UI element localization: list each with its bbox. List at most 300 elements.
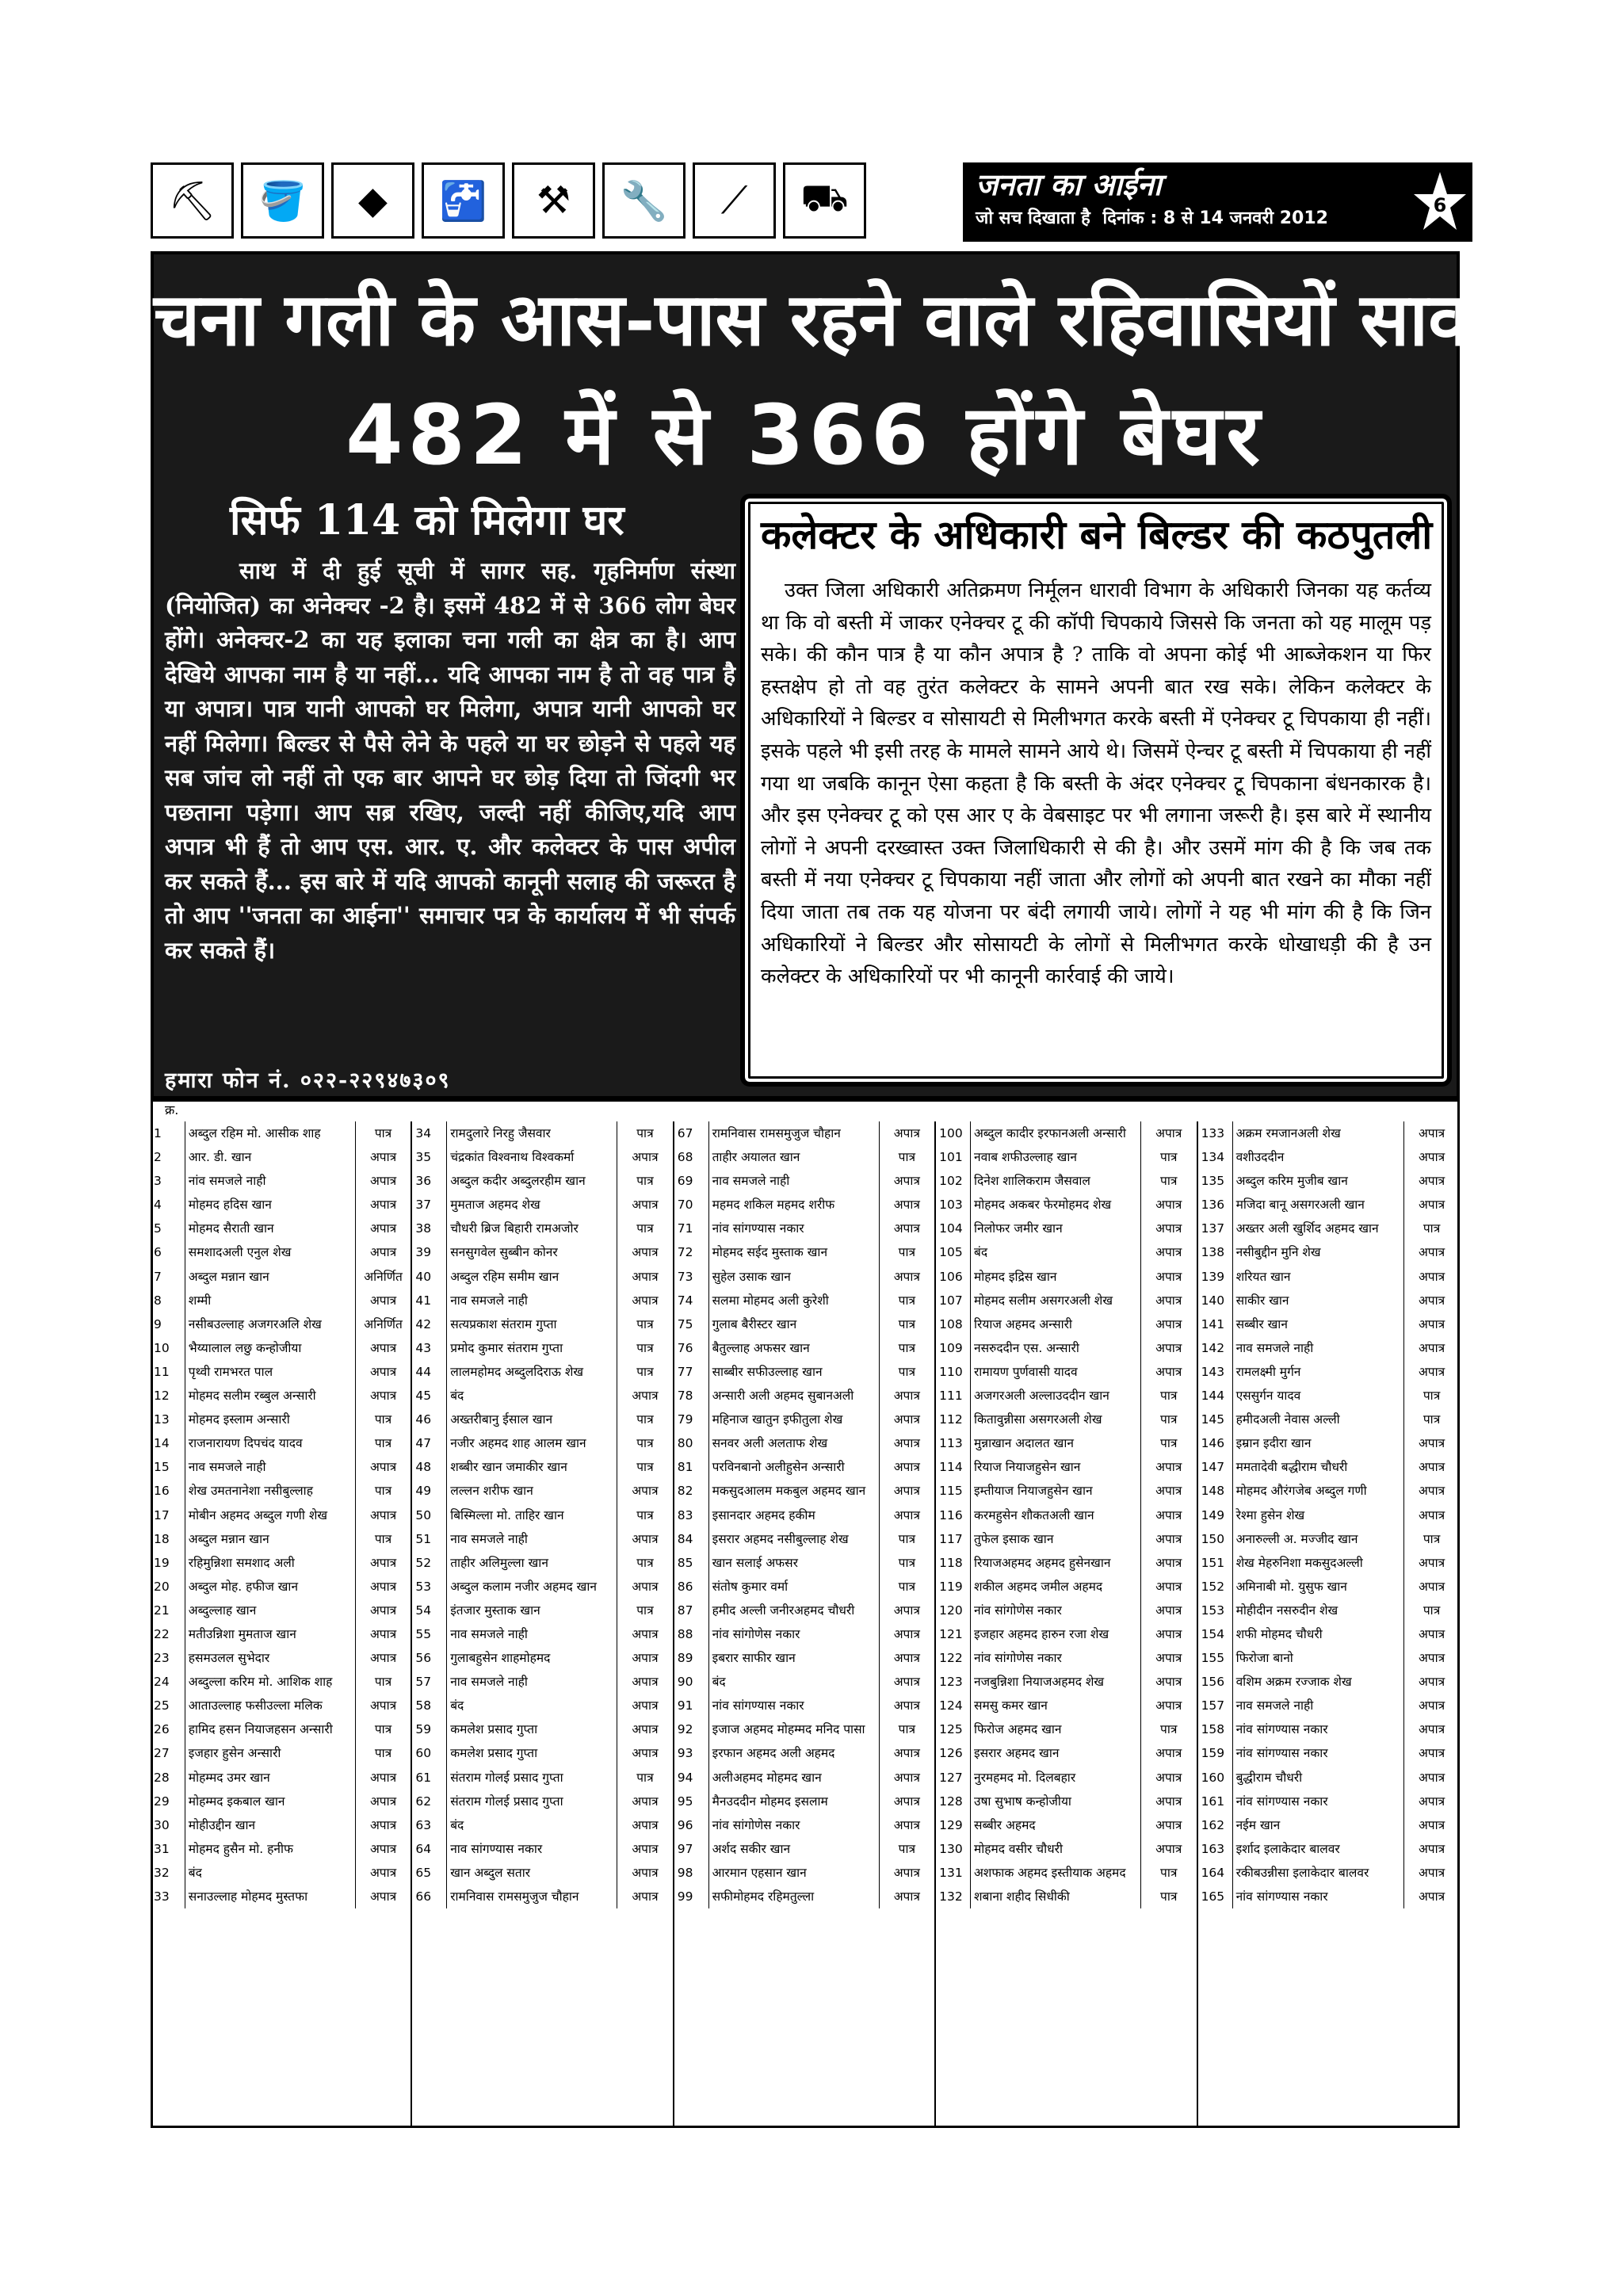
eligibility-status: अपात्र [369, 1460, 397, 1475]
eligibility-status: अपात्र [893, 1389, 920, 1404]
resident-name: मोहमद सलीम रब्बुल अन्सारी [185, 1384, 356, 1408]
eligibility-status: अपात्र [1418, 1770, 1445, 1785]
eligibility-status: अपात्र [369, 1651, 397, 1666]
table-row [936, 1861, 1196, 1885]
resident-name: नाव समजले नाही [447, 1622, 617, 1646]
serial-number: 137 [1198, 1217, 1233, 1240]
resident-name: नांव सांगण्यास नकार [709, 1694, 880, 1717]
eligibility-status: अपात्र [893, 1198, 920, 1213]
serial-number: 35 [412, 1145, 447, 1169]
table-row [151, 1217, 411, 1240]
table-row [412, 1790, 672, 1813]
eligibility-status: अपात्र [1418, 1316, 1445, 1331]
table-row [151, 1766, 411, 1790]
resident-name: गुलाबहुसेन शाहमोहमद [447, 1646, 617, 1670]
serial-number: 21 [151, 1599, 185, 1622]
resident-name: इजहार हुसेन अन्सारी [185, 1741, 356, 1765]
eligibility-status: अपात्र [893, 1794, 920, 1809]
serial-number: 17 [151, 1503, 185, 1527]
eligibility-status: अपात्र [1418, 1245, 1445, 1260]
eligibility-status: पात्र [898, 1722, 916, 1737]
table-row [1198, 1408, 1460, 1431]
resident-name: इम्रान इदीरा खान [1233, 1431, 1404, 1455]
table-row [674, 1813, 934, 1837]
serial-number: 48 [412, 1455, 447, 1479]
serial-number: 130 [936, 1837, 971, 1861]
table-row [1198, 1861, 1460, 1885]
serial-number: 154 [1198, 1622, 1233, 1646]
serial-number: 78 [674, 1384, 709, 1408]
serial-number: 60 [412, 1741, 447, 1765]
table-row [936, 1717, 1196, 1741]
serial-number: 19 [151, 1551, 185, 1575]
serial-number: 5 [151, 1217, 185, 1240]
eligibility-status: पात्र [636, 1221, 654, 1236]
serial-number: 73 [674, 1265, 709, 1289]
table-row [1198, 1813, 1460, 1837]
eligibility-status: अपात्र [1155, 1770, 1182, 1785]
table-row [1198, 1193, 1460, 1217]
resident-name: रामायण पुर्णवासी यादव [971, 1360, 1141, 1384]
table-row [1198, 1169, 1460, 1193]
resident-name: मोहमद हदिस खान [185, 1193, 356, 1217]
resident-name: नईम खान [1233, 1813, 1404, 1837]
resident-name: मोहमद इद्रिस खान [971, 1265, 1141, 1289]
eligibility-status: अपात्र [1155, 1626, 1182, 1641]
serial-number: 63 [412, 1813, 447, 1837]
resident-name: मोहमद अकबर फेरमोहमद शेख [971, 1193, 1141, 1217]
eligibility-status: अपात्र [893, 1412, 920, 1427]
table-row [151, 1121, 411, 1145]
phone-number: हमारा फोन नं. ०२२-२२९४७३०९ [165, 1068, 451, 1093]
eligibility-status: अपात्र [1155, 1841, 1182, 1856]
eligibility-status: अपात्र [893, 1269, 920, 1284]
eligibility-status: पात्र [898, 1316, 916, 1331]
resident-name: शेख उमतनानेशा नसीबुल्लाह [185, 1479, 356, 1503]
table-row [412, 1551, 672, 1575]
eligibility-status: अपात्र [1418, 1841, 1445, 1856]
serial-number: 53 [412, 1575, 447, 1599]
eligibility-status: अपात्र [632, 1484, 659, 1499]
resident-name: इसरार अहमद नसीबुल्लाह शेख [709, 1527, 880, 1551]
serial-number: 70 [674, 1193, 709, 1217]
table-row [674, 1217, 934, 1240]
table-row [674, 1622, 934, 1646]
serial-number: 126 [936, 1741, 971, 1765]
eligibility-status: अपात्र [369, 1698, 397, 1713]
resident-name: इजहार अहमद हारुन रजा शेख [971, 1622, 1141, 1646]
resident-name: शकील अहमद जमील अहमद [971, 1575, 1141, 1599]
table-row [936, 1813, 1196, 1837]
resident-name: अमिनाबी मो. युसुफ खान [1233, 1575, 1404, 1599]
serial-number: 100 [936, 1121, 971, 1145]
serial-number: 131 [936, 1861, 971, 1885]
eligibility-status: अपात्र [893, 1221, 920, 1236]
serial-number: 134 [1198, 1145, 1233, 1169]
serial-number: 152 [1198, 1575, 1233, 1599]
serial-number: 119 [936, 1575, 971, 1599]
serial-number: 47 [412, 1431, 447, 1455]
resident-name: अख्तर अली खुर्शिद अहमद खान [1233, 1217, 1404, 1240]
eligibility-status: पात्र [636, 1316, 654, 1331]
resident-name: रियाज नियाजहुसेन खान [971, 1455, 1141, 1479]
serial-number: 127 [936, 1766, 971, 1790]
resident-name: नांव सांगण्यास नकार [1233, 1790, 1404, 1813]
resident-name: अब्दुल रहिम समीम खान [447, 1265, 617, 1289]
serial-number: 161 [1198, 1790, 1233, 1813]
eligibility-status: अपात्र [369, 1555, 397, 1570]
serial-number: 102 [936, 1169, 971, 1193]
serial-number: 129 [936, 1813, 971, 1837]
trowel-icon: ◆ [331, 162, 414, 239]
resident-name: बंद [971, 1240, 1141, 1264]
resident-name: लालमहोमद अब्दुलदिराऊ शेख [447, 1360, 617, 1384]
serial-number: 85 [674, 1551, 709, 1575]
eligibility-status: पात्र [636, 1340, 654, 1355]
resident-name: निलोफर जमीर खान [971, 1217, 1141, 1240]
eligibility-status: अपात्र [1155, 1221, 1182, 1236]
eligibility-status: अनिर्णित [364, 1316, 403, 1331]
eligibility-status: पात्र [636, 1436, 654, 1451]
resident-name: संतराम गोलई प्रसाद गुप्ता [447, 1790, 617, 1813]
resident-name: परविनबानो अलीहुसेन अन्सारी [709, 1455, 880, 1479]
eligibility-status: अपात्र [1155, 1269, 1182, 1284]
table-row [151, 1455, 411, 1479]
resident-name: नसरुददीन एस. अन्सारी [971, 1336, 1141, 1360]
table-row [151, 1527, 411, 1551]
resident-name: फिरोजा बानो [1233, 1646, 1404, 1670]
resident-name: बिस्मिल्ला मो. ताहिर खान [447, 1503, 617, 1527]
resident-name: नांव सांगण्यास नकार [709, 1217, 880, 1240]
resident-name: सब्बीर अहमद [971, 1813, 1141, 1837]
resident-name: अलीअहमद मोहमद खान [709, 1766, 880, 1790]
table-row [936, 1622, 1196, 1646]
serial-number: 32 [151, 1861, 185, 1885]
resident-name: अब्दुल्लाह खान [185, 1599, 356, 1622]
serial-number: 97 [674, 1837, 709, 1861]
serial-number: 12 [151, 1384, 185, 1408]
eligibility-status: अपात्र [1155, 1293, 1182, 1308]
resident-name: मतीउन्निशा मुमताज खान [185, 1622, 356, 1646]
eligibility-status: अपात्र [632, 1245, 659, 1260]
table-row [412, 1599, 672, 1622]
resident-name: नांव सांगण्यास नकार [1233, 1885, 1404, 1908]
right-article-body: उक्त जिला अधिकारी अतिक्रमण निर्मूलन धारावी विभाग के अधिकारी जिनका यह कर्तव्य था कि वो बस्ती में जाकर एनेक्चर टू की कॉपी चिपकाये जिससे कि जनता को यह मालूम पड़ सके। की कौन पात्र है या कौन अपात्र है ? ताकि वो अपना कोई भी आब्जेकशन या फिर हस्तक्षेप हो तो वह तुरंत कलेक्टर के सामने अपनी बात रख सके। लेकिन कलेक्टर के अधिकारियों ने बिल्डर व सोसायटी से मिलीभगत करके बस्ती में एनेक्चर टू चिपकाया ही नहीं। इसके पहले भी इसी तरह के मामले सामने आये थे। जिसमें ऐन्चर टू बस्ती में चिपकाया ही नहीं गया था जबकि कानून ऐसा कहता है कि बस्ती के अंदर एनेक्चर टू चिपकाना बंधनकारक है। और इस एनेक्चर टू को एस आर ए के वेबसाइट पर भी लगाना जरूरी है। इस बारे में स्थानीय लोगों ने अपनी दरख्वास्त उक्त जिलाधिकारी से की है। और उसमें मांग की है कि जब तक बस्ती में नया एनेक्चर टू चिपकाया नहीं जाता और लोगों को अपनी बात रखने का मौका नहीं दिया जाता तब तक यह योजना पर बंदी लगायी जाये। लोगों ने यह भी मांग की है कि जिन अधिकारियों ने बिल्डर और सोसायटी के लोगों से मिलीभगत करके धोखाधड़ी की है उन कलेक्टर के अधिकारियों पर भी कानूनी कार्रवाई की जाये। [761, 579, 1431, 989]
table-row [936, 1408, 1196, 1431]
serial-number: 92 [674, 1717, 709, 1741]
pipe-wrench-icon: 🔧 [602, 162, 685, 239]
resident-name: उषा सुभाष कन्होजीया [971, 1790, 1141, 1813]
eligibility-status: अपात्र [632, 1389, 659, 1404]
eligibility-status: पात्र [636, 1126, 654, 1140]
eligibility-status: अपात्र [1155, 1198, 1182, 1213]
table-row [412, 1861, 672, 1885]
shovel-icon: ⟋ [693, 162, 776, 239]
resident-name: अब्दुल कलाम नजीर अहमद खान [447, 1575, 617, 1599]
table-row [412, 1336, 672, 1360]
resident-name: मोहमद सलीम असगरअली शेख [971, 1289, 1141, 1312]
resident-name: नुरमहमद मो. दिलबहार [971, 1766, 1141, 1790]
serial-number: 15 [151, 1455, 185, 1479]
serial-number: 3 [151, 1169, 185, 1193]
resident-name: वशिम अक्रम रज्जाक शेख [1233, 1670, 1404, 1694]
eligibility-status: अपात्र [632, 1150, 659, 1165]
resident-name: नाव समजले नाही [709, 1169, 880, 1193]
serial-number: 120 [936, 1599, 971, 1622]
eligibility-status: अपात्र [1418, 1675, 1445, 1690]
serial-number: 144 [1198, 1384, 1233, 1408]
serial-number: 143 [1198, 1360, 1233, 1384]
resident-name: कमलेश प्रसाद गुप्ता [447, 1717, 617, 1741]
table-row [936, 1599, 1196, 1622]
table-row [674, 1885, 934, 1908]
eligibility-status: अपात्र [893, 1746, 920, 1761]
resident-name: ताहीर अलिमुल्ला खान [447, 1551, 617, 1575]
eligibility-status: अपात्र [1418, 1150, 1445, 1165]
serial-number: 65 [412, 1861, 447, 1885]
table-row [412, 1766, 672, 1790]
table-row [674, 1121, 934, 1145]
resident-name: शफी मोहमद चौधरी [1233, 1622, 1404, 1646]
serial-number: 16 [151, 1479, 185, 1503]
serial-number: 146 [1198, 1431, 1233, 1455]
serial-number: 122 [936, 1646, 971, 1670]
table-row [674, 1169, 934, 1193]
tap-icon: 🚰 [422, 162, 505, 239]
resident-name: मोहमद सईद मुस्ताक खान [709, 1240, 880, 1264]
eligibility-status: अपात्र [1155, 1675, 1182, 1690]
serial-number: 29 [151, 1790, 185, 1813]
table-row [412, 1646, 672, 1670]
table-row [674, 1717, 934, 1741]
left-article-body: साथ में दी हुई सूची में सागर सह. गृहनिर्माण संस्था (नियोजित) का अनेक्चर -2 है। इसमें 482 में से 366 लोग बेघर होंगे। अनेक्चर-2 का यह इलाका चना गली का क्षेत्र का है। आप देखिये आपका नाम है या नहीं... यदि आपका नाम है तो वह पात्र है या अपात्र। पात्र यानी आपको घर मिलेगा, अपात्र यानी आपको घर नहीं मिलेगा। बिल्डर से पैसे लेने के पहले या घर छोड़ने से पहले यह सब जांच लो नहीं तो एक बार आपने घर छोड़ दिया तो जिंदगी भर पछताना पड़ेगा। आप सब्र रखिए, जल्दी नहीं कीजिए,यदि आप अपात्र भी हैं तो आप एस. आर. ए. और कलेक्टर के पास अपील कर सकते हैं... इस बारे में यदि आपको कानूनी सलाह की जरूरत है तो आप ''जनता का आईना'' समाचार पत्र के कार्यालय में भी संपर्क कर सकते हैं। [165, 557, 735, 964]
table-row [1198, 1479, 1460, 1503]
eligibility-status: अपात्र [632, 1794, 659, 1809]
table-row [1198, 1527, 1460, 1551]
table-row [1198, 1599, 1460, 1622]
table-row [151, 1431, 411, 1455]
eligibility-status: अपात्र [632, 1841, 659, 1856]
eligibility-status: अपात्र [1418, 1746, 1445, 1761]
table-row [936, 1551, 1196, 1575]
serial-number: 136 [1198, 1193, 1233, 1217]
table-row [674, 1289, 934, 1312]
resident-name: संतोष कुमार वर्मा [709, 1575, 880, 1599]
table-row [936, 1766, 1196, 1790]
eligibility-status: अपात्र [1418, 1555, 1445, 1570]
table-row [674, 1455, 934, 1479]
serial-number: 75 [674, 1312, 709, 1336]
serial-number: 41 [412, 1289, 447, 1312]
serial-number: 4 [151, 1193, 185, 1217]
resident-name: भैय्यालाल लछु कन्होजीया [185, 1336, 356, 1360]
resident-name: ममतादेवी बद्धीराम चौधरी [1233, 1455, 1404, 1479]
table-row [936, 1646, 1196, 1670]
resident-name: बंद [447, 1813, 617, 1837]
serial-number: 7 [151, 1265, 185, 1289]
serial-number: 64 [412, 1837, 447, 1861]
resident-name: हमीद अल्ली जनीरअहमद चौधरी [709, 1599, 880, 1622]
eligibility-status: अपात्र [1155, 1698, 1182, 1713]
page-number-star [1412, 170, 1468, 232]
serial-number: 38 [412, 1217, 447, 1240]
table-column [936, 1121, 1197, 2128]
resident-name: महिनाज खातुन इफीतुला शेख [709, 1408, 880, 1431]
serial-number: 34 [412, 1121, 447, 1145]
resident-name: करमहुसेन शौकतअली खान [971, 1503, 1141, 1527]
table-column [412, 1121, 674, 2128]
serial-number: 162 [1198, 1813, 1233, 1837]
table-row [151, 1479, 411, 1503]
serial-number: 150 [1198, 1527, 1233, 1551]
serial-number: 113 [936, 1431, 971, 1455]
eligibility-status: पात्र [898, 1245, 916, 1260]
resident-name: बुद्धीराम चौधरी [1233, 1766, 1404, 1790]
serial-number: 11 [151, 1360, 185, 1384]
resident-name: नाव समजले नाही [447, 1527, 617, 1551]
resident-name: चौधरी ब्रिज बिहारी रामअजोर [447, 1217, 617, 1240]
table-row [412, 1527, 672, 1551]
serial-number: 51 [412, 1527, 447, 1551]
serial-number: 133 [1198, 1121, 1233, 1145]
resident-name: साब्बीर सफीउल्लाह खान [709, 1360, 880, 1384]
table-row [1198, 1551, 1460, 1575]
resident-name: समशादअली एनुल शेख [185, 1240, 356, 1264]
table-row [1198, 1646, 1460, 1670]
eligibility-status: अपात्र [1418, 1340, 1445, 1355]
table-row [1198, 1766, 1460, 1790]
serial-number: 157 [1198, 1694, 1233, 1717]
resident-name: कितावुन्नीसा असगरअली शेख [971, 1408, 1141, 1431]
table-row [151, 1670, 411, 1694]
table-row [936, 1479, 1196, 1503]
serial-number: 99 [674, 1885, 709, 1908]
eligibility-status: अपात्र [1418, 1460, 1445, 1475]
serial-number: 26 [151, 1717, 185, 1741]
eligibility-status: पात्र [1423, 1603, 1441, 1618]
serial-number: 58 [412, 1694, 447, 1717]
serial-number: 2 [151, 1145, 185, 1169]
table-row [412, 1408, 672, 1431]
resident-name: मोहमद इस्लाम अन्सारी [185, 1408, 356, 1431]
serial-number: 155 [1198, 1646, 1233, 1670]
resident-name: बंद [185, 1861, 356, 1885]
eligibility-status: पात्र [898, 1841, 916, 1856]
serial-number: 115 [936, 1479, 971, 1503]
resident-name: नसीबुद्दीन मुनि शेख [1233, 1240, 1404, 1264]
serial-number: 87 [674, 1599, 709, 1622]
resident-name: नसीबउल्लाह अजगरअलि शेख [185, 1312, 356, 1336]
table-row [674, 1694, 934, 1717]
serial-number: 138 [1198, 1240, 1233, 1264]
resident-name: शम्मी [185, 1289, 356, 1312]
subheadline: सिर्फ 114 को मिलेगा घर [230, 496, 624, 544]
serial-number: 10 [151, 1336, 185, 1360]
eligibility-status: अपात्र [893, 1698, 920, 1713]
eligibility-status: अपात्र [632, 1198, 659, 1213]
table-row [936, 1360, 1196, 1384]
table-row [412, 1717, 672, 1741]
eligibility-status: पात्र [1160, 1865, 1178, 1880]
eligibility-status: अपात्र [1418, 1484, 1445, 1499]
serial-number: 72 [674, 1240, 709, 1264]
eligibility-status: अपात्र [1418, 1889, 1445, 1904]
table-row [936, 1527, 1196, 1551]
resident-name: प्रमोद कुमार संतराम गुप्ता [447, 1336, 617, 1360]
serial-number: 68 [674, 1145, 709, 1169]
table-row [674, 1599, 934, 1622]
table-row [151, 1360, 411, 1384]
table-row [151, 1694, 411, 1717]
resident-name: अब्दुल मन्नान खान [185, 1527, 356, 1551]
eligibility-status: अपात्र [369, 1817, 397, 1832]
resident-name: रकीबउन्नीसा इलाकेदार बालवर [1233, 1861, 1404, 1885]
eligibility-status: पात्र [898, 1150, 916, 1165]
eligibility-status: पात्र [1160, 1174, 1178, 1189]
eligibility-status: अपात्र [369, 1245, 397, 1260]
serial-number: 148 [1198, 1479, 1233, 1503]
table-row [674, 1336, 934, 1360]
eligibility-status: पात्र [1160, 1436, 1178, 1451]
eligibility-status: अपात्र [1418, 1626, 1445, 1641]
eligibility-status: अपात्र [1155, 1507, 1182, 1522]
table-row [151, 1741, 411, 1765]
eligibility-status: अपात्र [1155, 1245, 1182, 1260]
eligibility-status: पात्र [636, 1412, 654, 1427]
serial-number: 9 [151, 1312, 185, 1336]
table-row [412, 1503, 672, 1527]
resident-name: अब्दुल्ला करिम मो. आशिक शाह [185, 1670, 356, 1694]
serial-number: 69 [674, 1169, 709, 1193]
resident-name: शबाना शहीद सिधीकी [971, 1885, 1141, 1908]
eligibility-status: अपात्र [369, 1889, 397, 1904]
eligibility-status: अपात्र [893, 1865, 920, 1880]
table-column [1198, 1121, 1460, 2128]
serial-number: 89 [674, 1646, 709, 1670]
eligibility-status: अपात्र [1418, 1865, 1445, 1880]
resident-name: नाव समजले नाही [447, 1289, 617, 1312]
eligibility-status: अपात्र [369, 1389, 397, 1404]
serial-number: 158 [1198, 1717, 1233, 1741]
resident-name: गुलाब बैरीस्टर खान [709, 1312, 880, 1336]
eligibility-status: अपात्र [1155, 1316, 1182, 1331]
serial-number: 52 [412, 1551, 447, 1575]
table-row [936, 1217, 1196, 1240]
serial-number: 160 [1198, 1766, 1233, 1790]
eligibility-status: पात्र [374, 1722, 392, 1737]
resident-name: इंतजार मुस्ताक खान [447, 1599, 617, 1622]
table-row [412, 1479, 672, 1503]
eligibility-status: अपात्र [632, 1626, 659, 1641]
resident-name: नवाब शफीउल्लाह खान [971, 1145, 1141, 1169]
eligibility-status: अपात्र [893, 1460, 920, 1475]
table-row [151, 1717, 411, 1741]
resident-name: खान सलाई अफसर [709, 1551, 880, 1575]
serial-number: 20 [151, 1575, 185, 1599]
serial-number: 6 [151, 1240, 185, 1264]
masthead [963, 162, 1472, 242]
table-row [151, 1622, 411, 1646]
serial-number: 13 [151, 1408, 185, 1431]
eligibility-status: अनिर्णित [364, 1269, 403, 1284]
eligibility-status: पात्र [636, 1603, 654, 1618]
resident-name: हामिद हसन नियाजहसन अन्सारी [185, 1717, 356, 1741]
table-row [151, 1861, 411, 1885]
eligibility-status: पात्र [374, 1436, 392, 1451]
resident-name: नाव समजले नाही [1233, 1336, 1404, 1360]
table-row [151, 1837, 411, 1861]
table-row [674, 1575, 934, 1599]
